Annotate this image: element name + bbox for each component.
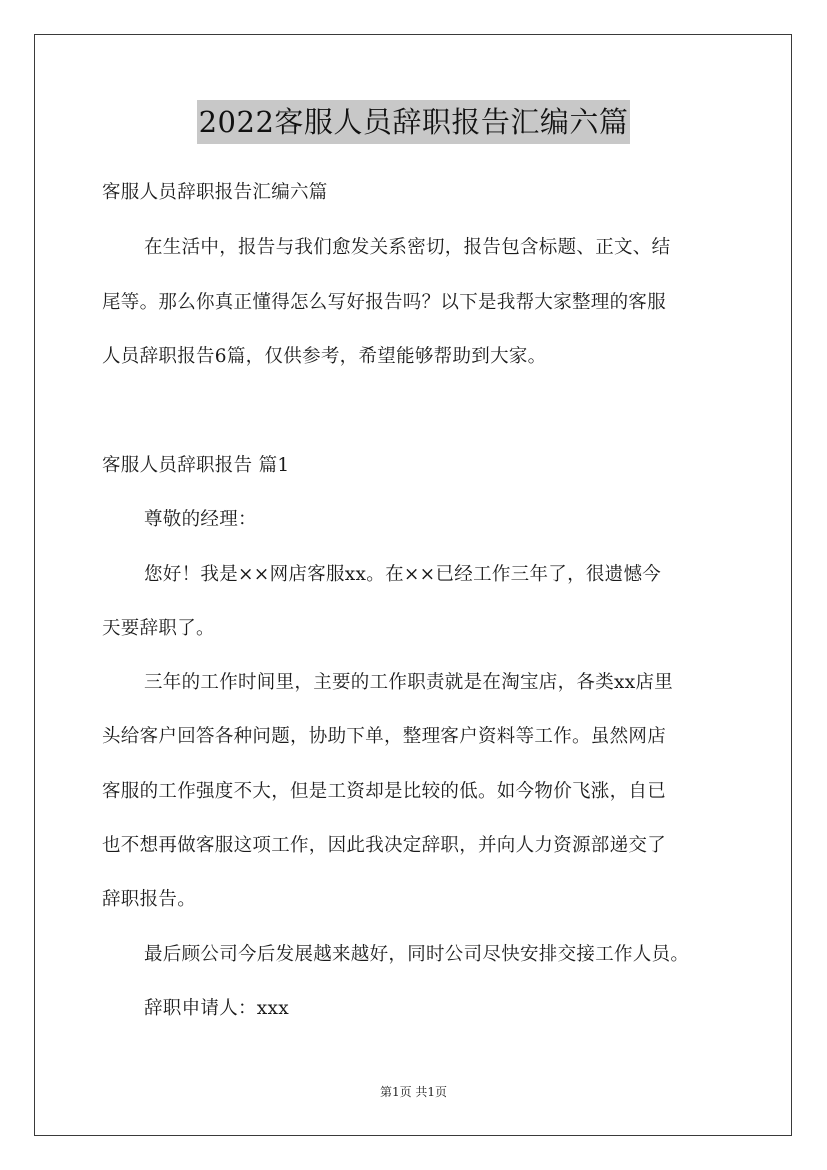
title-container (0, 100, 827, 144)
paragraph-line: 您好！我是××网店客服xx。在××已经工作三年了，很遗憾今 (144, 564, 662, 585)
paragraph-line: 三年的工作时间里，主要的工作职责就是在淘宝店，各类xx店里 (144, 672, 674, 693)
document-title: 2022客服人员辞职报告汇编六篇 (197, 100, 631, 144)
paragraph-line: 在生活中，报告与我们愈发关系密切，报告包含标题、正文、结 (144, 237, 671, 258)
paragraph-line: 天要辞职了。 (102, 618, 215, 639)
paragraph-line: 尾等。那么你真正懂得怎么写好报告吗？以下是我帮大家整理的客服 (102, 292, 667, 313)
page-footer: 第1页 共1页 (379, 1085, 448, 1099)
section-heading: 客服人员辞职报告 篇1 (102, 455, 290, 476)
paragraph-line: 客服的工作强度不大，但是工资却是比较的低。如今物价飞涨，自已 (102, 781, 667, 802)
paragraph-line: 辞职报告。 (102, 889, 197, 910)
subtitle-line: 客服人员辞职报告汇编六篇 (102, 182, 328, 203)
signature-line: 辞职申请人：xxx (144, 998, 290, 1019)
paragraph-line: 也不想再做客服这项工作，因此我决定辞职，并向人力资源部递交了 (102, 835, 667, 856)
paragraph-line: 最后顾公司今后发展越来越好，同时公司尽快安排交接工作人员。 (144, 944, 690, 965)
paragraph-line: 头给客户回答各种问题，协助下单，整理客户资料等工作。虽然网店 (102, 726, 667, 747)
paragraph-line: 人员辞职报告6篇，仅供参考，希望能够帮助到大家。 (102, 346, 547, 367)
salutation: 尊敬的经理： (144, 509, 257, 530)
